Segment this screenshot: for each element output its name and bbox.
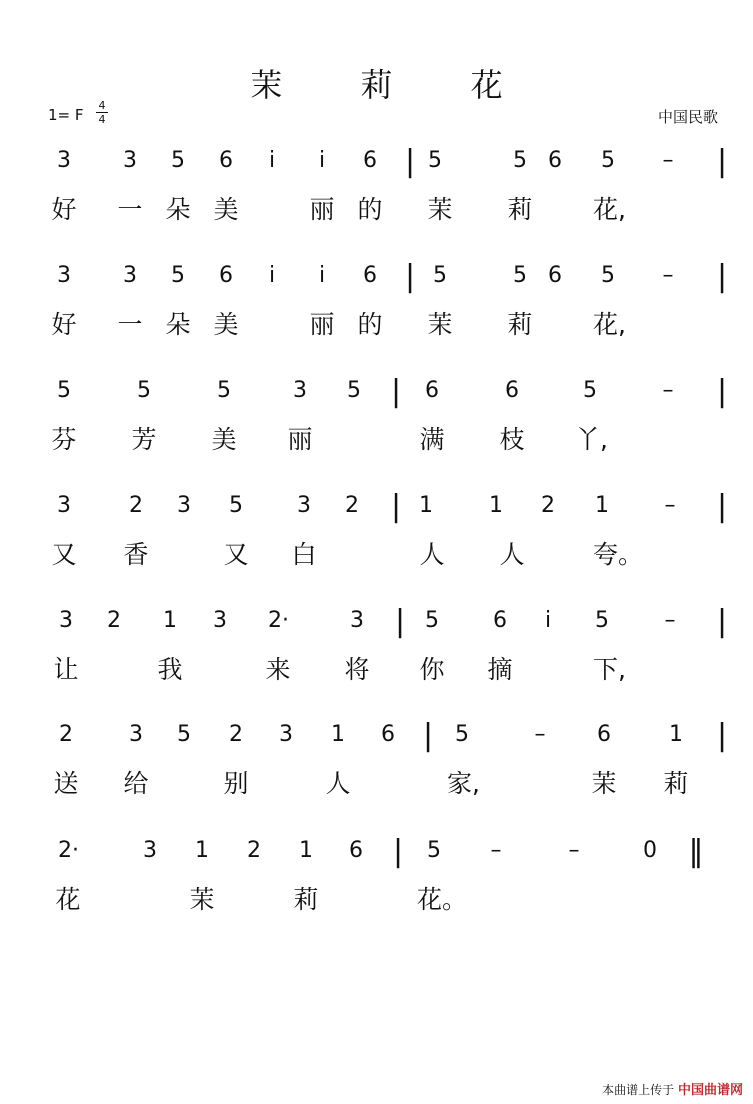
note: 3 <box>59 608 73 633</box>
note: 5 <box>229 493 243 518</box>
note: 3 <box>350 608 364 633</box>
time-signature <box>96 100 108 125</box>
barline: | <box>716 604 728 639</box>
note: 2 <box>541 493 555 518</box>
lyric-syllable: 朵 <box>165 310 191 339</box>
note: 1 <box>163 608 177 633</box>
note: 3 <box>177 493 191 518</box>
lyric-syllable: 莉 <box>507 310 533 339</box>
lyric-syllable: 茉 <box>189 885 215 914</box>
lyric-syllable: 给 <box>123 769 149 798</box>
note: i <box>318 263 326 288</box>
note: 3 <box>293 378 307 403</box>
note: 6 <box>363 263 377 288</box>
note: 5 <box>137 378 151 403</box>
note: – <box>568 838 580 863</box>
note: – <box>490 838 502 863</box>
barline: | <box>716 374 728 409</box>
lyric-syllable: 一 <box>117 310 143 339</box>
note: – <box>662 378 674 403</box>
note: 2· <box>58 838 79 863</box>
note: 6 <box>219 148 233 173</box>
meter-top: 4 <box>98 99 106 112</box>
lyric-syllable: 美 <box>213 310 239 339</box>
lyric-syllable: 满 <box>419 425 445 454</box>
lyric-syllable: 好 <box>51 310 77 339</box>
note: 6 <box>548 263 562 288</box>
lyric-syllable: 摘 <box>487 655 513 684</box>
lyric-syllable: 下, <box>593 655 626 684</box>
note: 5 <box>595 608 609 633</box>
lyric-syllable: 茉 <box>591 769 617 798</box>
barline: | <box>404 144 416 179</box>
lyric-syllable: 美 <box>211 425 237 454</box>
lyric-syllable: 你 <box>419 655 445 684</box>
note: 1 <box>331 722 345 747</box>
note: 2· <box>268 608 289 633</box>
lyric-syllable: 莉 <box>663 769 689 798</box>
footer-text: 本曲谱上传于 <box>602 1083 675 1097</box>
note: 3 <box>129 722 143 747</box>
lyric-syllable: 芬 <box>51 425 77 454</box>
note: 5 <box>433 263 447 288</box>
note: 5 <box>428 148 442 173</box>
note: 5 <box>583 378 597 403</box>
lyric-syllable: 又 <box>51 540 77 569</box>
note: 2 <box>59 722 73 747</box>
note: – <box>662 148 674 173</box>
barline: | <box>390 374 402 409</box>
barline: | <box>716 718 728 753</box>
key-signature: 1= F <box>48 106 84 124</box>
barline: | <box>422 718 434 753</box>
note: 3 <box>57 493 71 518</box>
lyric-syllable: 人 <box>419 540 445 569</box>
note: 3 <box>279 722 293 747</box>
barline: | <box>394 604 406 639</box>
note: 2 <box>345 493 359 518</box>
note: – <box>534 722 546 747</box>
note: 2 <box>229 722 243 747</box>
attribution: 中国民歌 <box>657 108 718 126</box>
note: 3 <box>213 608 227 633</box>
lyric-syllable: 让 <box>53 655 79 684</box>
lyric-syllable: 枝 <box>499 425 525 454</box>
lyric-syllable: 一 <box>117 195 143 224</box>
lyric-syllable: 人 <box>325 769 351 798</box>
note: 5 <box>177 722 191 747</box>
note: 5 <box>57 378 71 403</box>
note: 3 <box>123 263 137 288</box>
barline: | <box>404 259 416 294</box>
lyric-syllable: 的 <box>357 310 383 339</box>
lyric-syllable: 茉 <box>427 310 453 339</box>
lyric-syllable: 又 <box>223 540 249 569</box>
lyric-syllable: 我 <box>157 655 183 684</box>
lyric-syllable: 送 <box>53 769 79 798</box>
barline: | <box>392 834 404 869</box>
meter-bottom: 4 <box>98 113 106 126</box>
note: 6 <box>349 838 363 863</box>
lyric-syllable: 丽 <box>309 310 335 339</box>
barline: | <box>716 489 728 524</box>
note: 1 <box>419 493 433 518</box>
note: 1 <box>489 493 503 518</box>
lyric-syllable: 莉 <box>293 885 319 914</box>
note: 5 <box>217 378 231 403</box>
note: i <box>268 263 276 288</box>
note: i <box>544 608 552 633</box>
note: 6 <box>493 608 507 633</box>
note: – <box>664 608 676 633</box>
lyric-syllable: 莉 <box>507 195 533 224</box>
lyric-syllable: 来 <box>265 655 291 684</box>
note: 5 <box>513 263 527 288</box>
note: 5 <box>601 148 615 173</box>
note: – <box>664 493 676 518</box>
note: 6 <box>505 378 519 403</box>
note: – <box>662 263 674 288</box>
lyric-syllable: 茉 <box>427 195 453 224</box>
lyric-syllable: 花 <box>55 885 81 914</box>
lyric-syllable: 丽 <box>309 195 335 224</box>
barline: | <box>390 489 402 524</box>
note: 5 <box>425 608 439 633</box>
lyric-syllable: 的 <box>357 195 383 224</box>
footer-brand: 中国曲谱网 <box>677 1083 743 1098</box>
song-title: 茉 莉 花 <box>250 66 537 104</box>
note: i <box>318 148 326 173</box>
note: 1 <box>195 838 209 863</box>
barline: ‖ <box>688 834 704 869</box>
lyric-syllable: 美 <box>213 195 239 224</box>
lyric-syllable: 丫, <box>575 425 608 454</box>
note: 6 <box>363 148 377 173</box>
lyric-syllable: 家, <box>447 769 480 798</box>
note: 0 <box>643 838 657 863</box>
note: 5 <box>171 263 185 288</box>
lyric-syllable: 将 <box>344 655 370 684</box>
barline: | <box>716 144 728 179</box>
note: 6 <box>381 722 395 747</box>
lyric-syllable: 花, <box>593 310 626 339</box>
note: 5 <box>171 148 185 173</box>
note: 1 <box>595 493 609 518</box>
note: 6 <box>548 148 562 173</box>
note: 5 <box>601 263 615 288</box>
lyric-syllable: 香 <box>123 540 149 569</box>
note: 2 <box>107 608 121 633</box>
note: 3 <box>297 493 311 518</box>
note: 1 <box>299 838 313 863</box>
note: 3 <box>123 148 137 173</box>
note: 5 <box>347 378 361 403</box>
lyric-syllable: 别 <box>223 769 249 798</box>
note: 3 <box>57 263 71 288</box>
note: 6 <box>219 263 233 288</box>
lyric-syllable: 朵 <box>165 195 191 224</box>
note: 6 <box>597 722 611 747</box>
footer <box>602 1079 743 1098</box>
note: 5 <box>427 838 441 863</box>
lyric-syllable: 芳 <box>131 425 157 454</box>
note: 2 <box>247 838 261 863</box>
note: 5 <box>513 148 527 173</box>
note: 3 <box>143 838 157 863</box>
lyric-syllable: 花。 <box>417 885 468 914</box>
barline: | <box>716 259 728 294</box>
note: 6 <box>425 378 439 403</box>
note: 1 <box>669 722 683 747</box>
lyric-syllable: 花, <box>593 195 626 224</box>
lyric-syllable: 丽 <box>287 425 313 454</box>
lyric-syllable: 白 <box>291 540 317 569</box>
lyric-syllable: 夸。 <box>593 540 644 569</box>
note: 3 <box>57 148 71 173</box>
note: 5 <box>455 722 469 747</box>
lyric-syllable: 人 <box>499 540 525 569</box>
note: 2 <box>129 493 143 518</box>
lyric-syllable: 好 <box>51 195 77 224</box>
note: i <box>268 148 276 173</box>
